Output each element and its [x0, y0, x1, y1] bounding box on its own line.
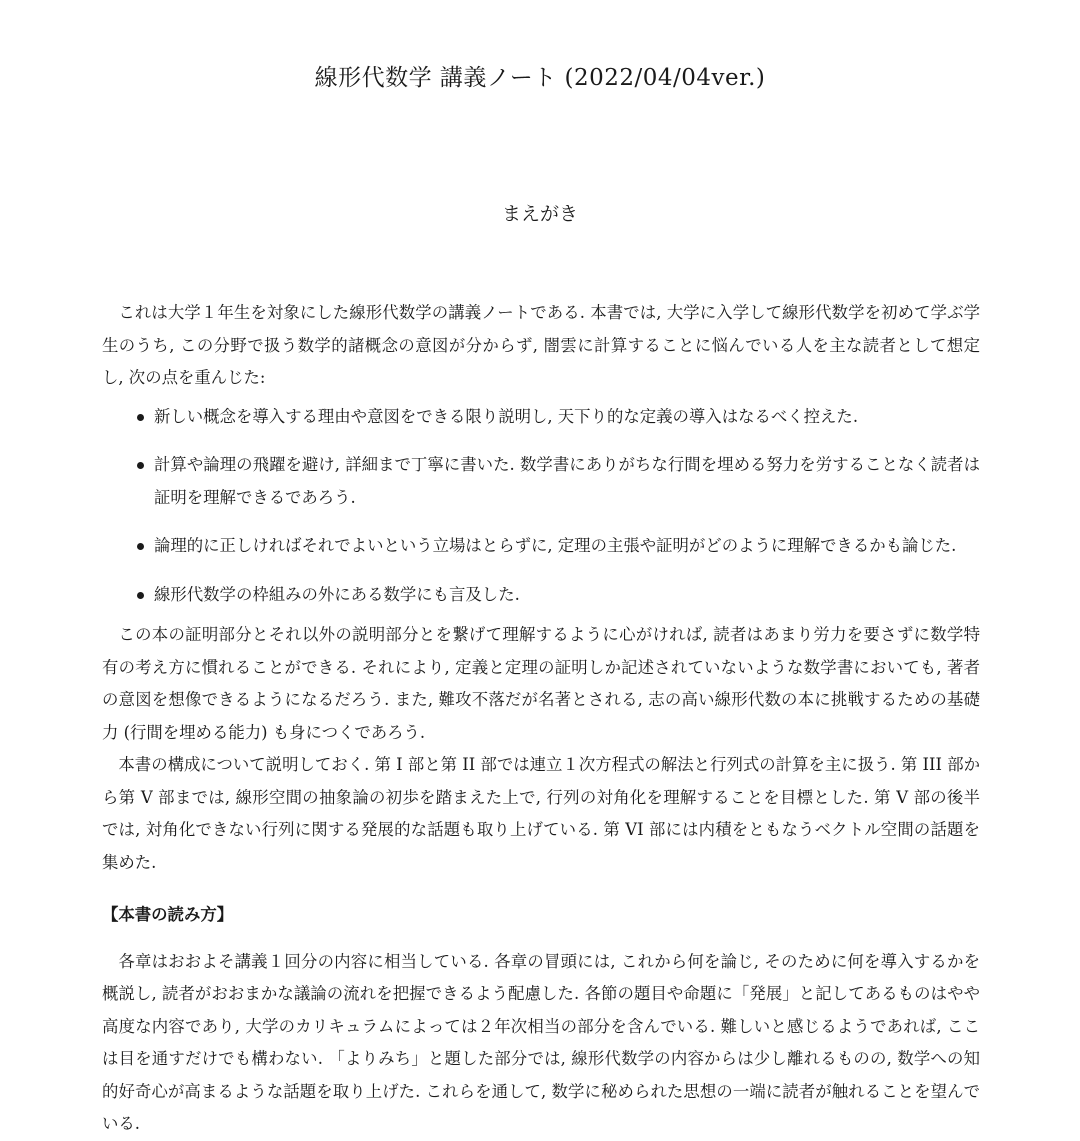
bullet-item	[102, 530, 980, 563]
bullet-dot-icon	[137, 592, 144, 599]
paragraph-structure: 本書の構成について説明しておく. 第 I 部と第 II 部では連立１次方程式の解法と行列式の計算を主に扱う. 第 III 部から第 V 部までは, 線形空間の抽象論の初歩を踏まえた上で, 行列の対角化を理解することを目標とした. 第 V 部の後半では, 対角化できない行列に関する発展的な話題も取り上げている. 第 VI 部には内積をともなうベクトル空間の話題を集めた.	[102, 755, 980, 872]
bullet-item	[102, 449, 980, 514]
section-title: まえがき	[501, 203, 578, 225]
bullet-dot-icon	[137, 462, 144, 469]
bullet-item	[102, 579, 980, 612]
paragraph-proof-reading: この本の証明部分とそれ以外の説明部分とを繋げて理解するように心がければ, 読者はあまり労力を要さずに数学特有の考え方に慣れることができる. それにより, 定義と定理の証明しか記述されていないような数学書においても, 著者の意図を想像できるようになるだろう. また, 難攻不落だが名著とされる, 志の高い線形代数の本に挑戦するための基礎力 (行間を埋める能力) も身につくであろう.	[102, 625, 980, 742]
bullet-dot-icon	[137, 543, 144, 550]
bullet-text: 計算や論理の飛躍を避け, 詳細まで丁寧に書いた. 数学書にありがちな行間を埋める努力を労することなく読者は証明を理解できるであろう.	[154, 455, 980, 507]
document-body	[102, 297, 980, 1141]
bullet-text: 新しい概念を導入する理由や意図をできる限り説明し, 天下り的な定義の導入はなるべく控えた.	[154, 406, 859, 426]
bullet-item	[102, 401, 980, 434]
bullet-dot-icon	[137, 414, 144, 421]
bullet-text: 論理的に正しければそれでよいという立場はとらずに, 定理の主張や証明がどのように理解できるかも論じた.	[154, 536, 957, 555]
bullet-text: 線形代数学の枠組みの外にある数学にも言及した.	[154, 584, 520, 604]
intro-paragraph: これは大学１年生を対象にした線形代数学の講義ノートである. 本書では, 大学に入学して線形代数学を初めて学ぶ学生のうち, この分野で扱う数学的諸概念の意図が分からず, 闇雲に計算することに悩んでいる人を主な読者として想定し, 次の点を重んじた:	[102, 303, 980, 387]
bullet-list	[102, 401, 980, 612]
document-title: 線形代数学 講義ノート (2022/04/04ver.)	[314, 65, 766, 91]
paragraph-how-to-read: 各章はおおよそ講義１回分の内容に相当している. 各章の冒頭には, これから何を論じ, そのために何を導入するかを概説し, 読者がおおまかな議論の流れを把握できるよう配慮した. 各節の題目や命題に「発展」と記してあるものはやや高度な内容であり, 大学のカリキュラムによっては２年次相当の部分を含んでいる. 難しいと感じるようであれば, ここは目を通すだけでも構わない. 「よりみち」と題した部分では, 線形代数学の内容からは少し離れるものの, 数学への知的好奇心が高まるような話題を取り上げた. これらを通して, 数学に秘められた思想の一端に読者が触れることを望んでいる.	[102, 951, 980, 1133]
how-to-read-heading: 【本書の読み方】	[102, 905, 234, 924]
